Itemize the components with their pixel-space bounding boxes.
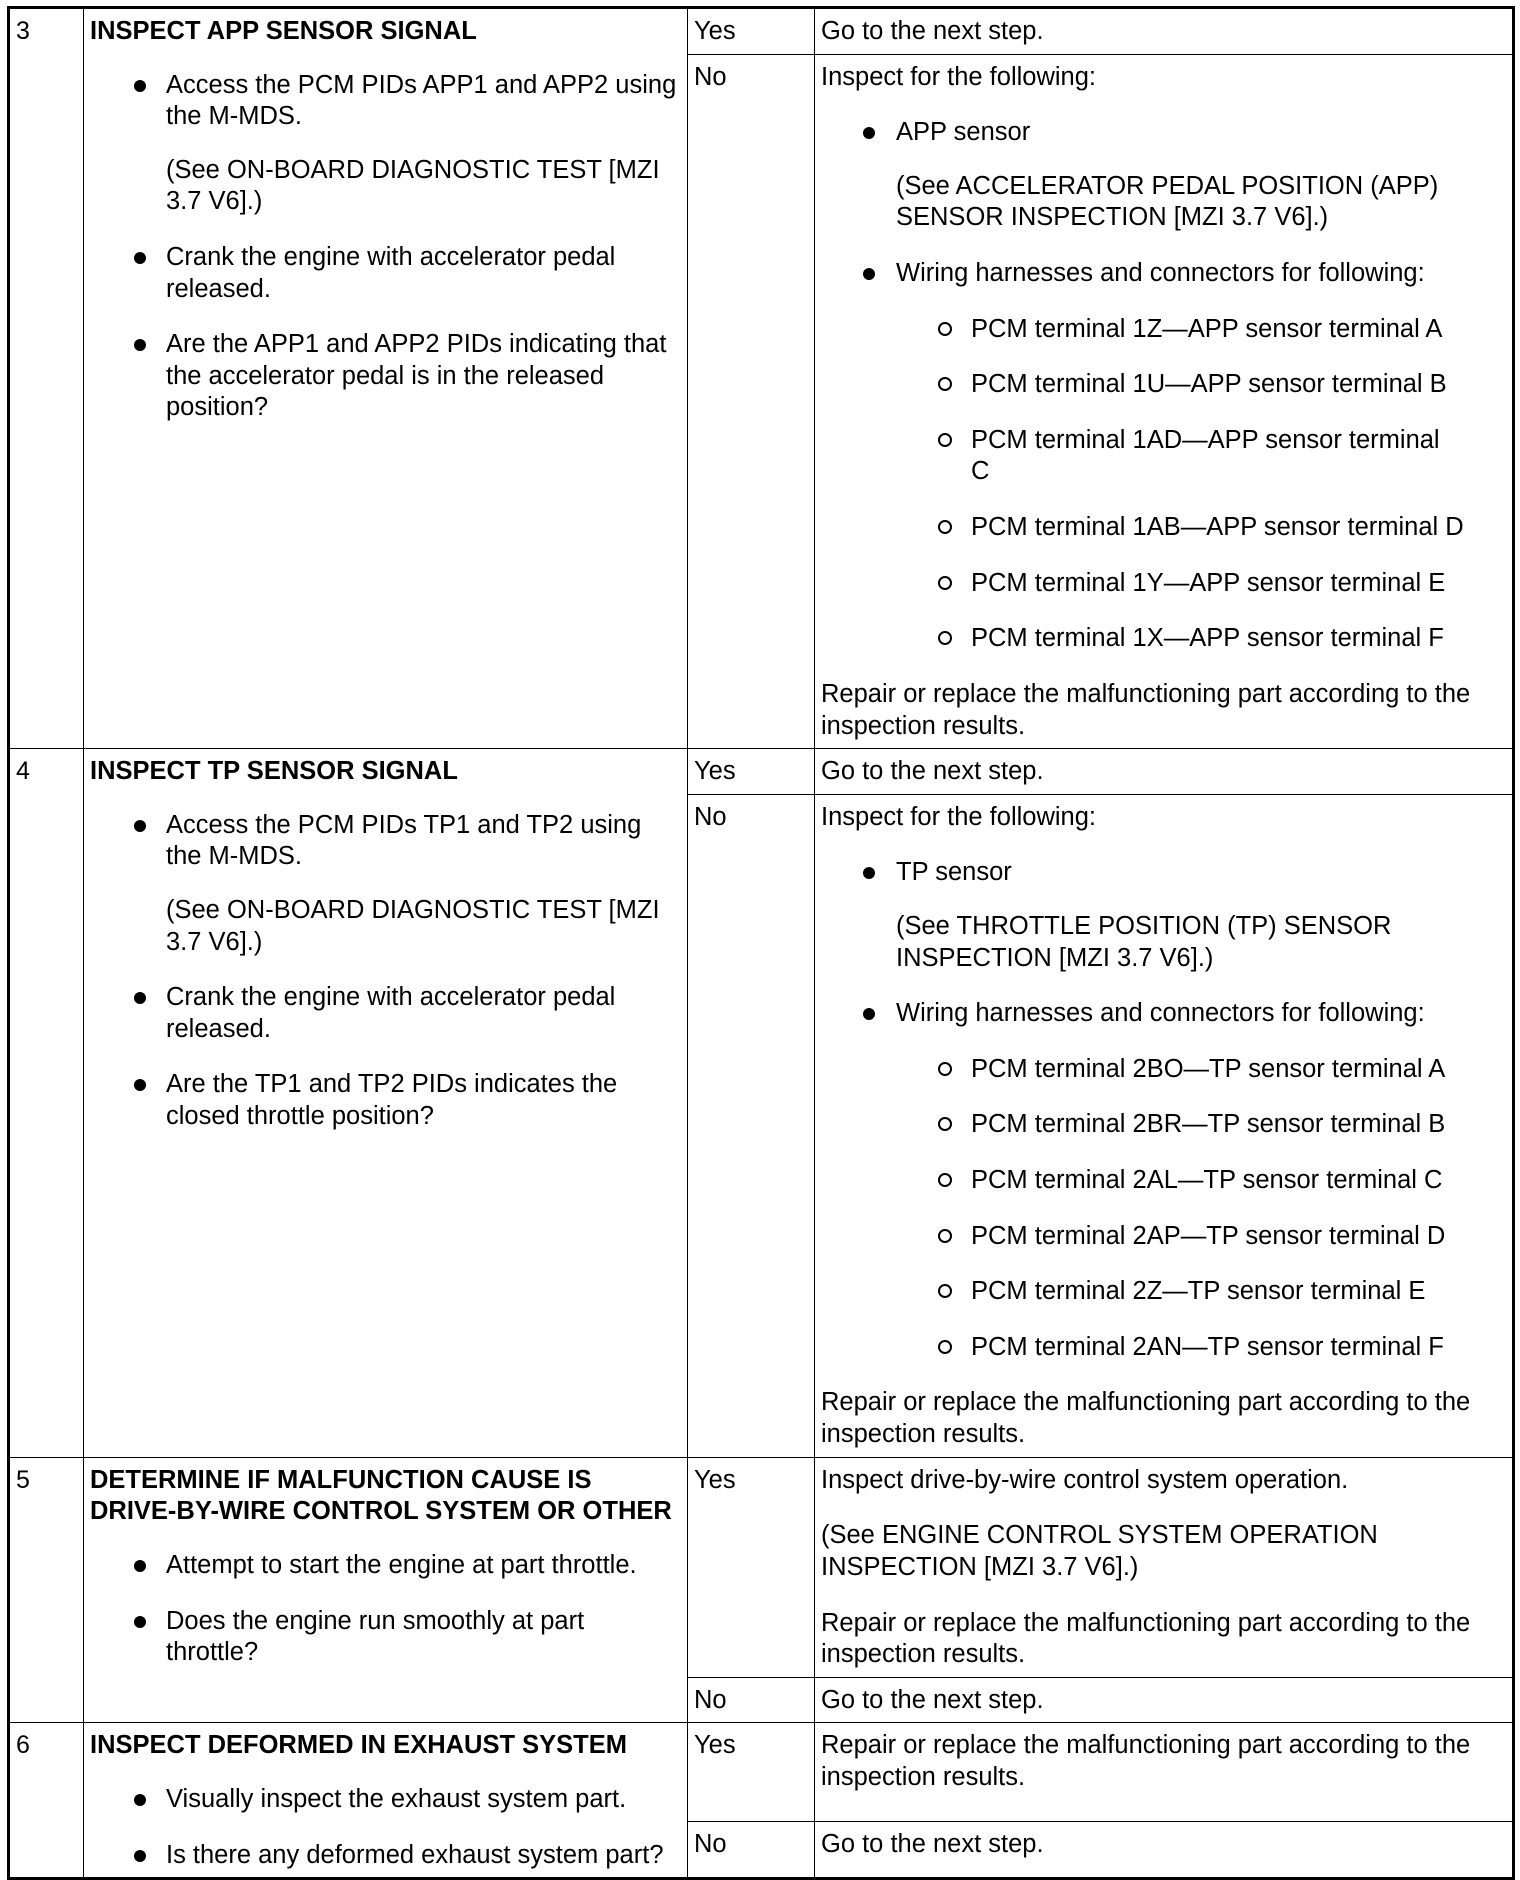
step-number: 3 [9, 8, 84, 749]
terminal-item: PCM terminal 1X—APP sensor terminal F [938, 623, 1506, 655]
inspection-list [821, 117, 1506, 655]
inspection-text: Wiring harnesses and connectors for following: [896, 259, 1425, 288]
action-list [90, 70, 681, 424]
action-text: Crank the engine with accelerator pedal released. [166, 983, 616, 1043]
inspection-item [863, 258, 1506, 655]
action-text: Crank the engine with accelerator pedal released. [166, 243, 616, 303]
action-item [134, 1606, 681, 1669]
step-action-cell [84, 1723, 688, 1879]
action-item [134, 810, 681, 958]
step-number: 4 [9, 749, 84, 1458]
step-title: INSPECT APP SENSOR SIGNAL [90, 17, 477, 45]
no-outro: Repair or replace the malfunctioning part according to the inspection results. [821, 1388, 1471, 1449]
terminal-item: PCM terminal 2AN—TP sensor terminal F [938, 1332, 1506, 1364]
action-item [134, 329, 681, 424]
step-6-yes-row [9, 1723, 1514, 1822]
action-list [90, 810, 681, 1133]
no-label: No [688, 1677, 815, 1723]
yes-label: Yes [688, 8, 815, 55]
yes-label: Yes [688, 1723, 815, 1822]
no-intro: Inspect for the following: [821, 62, 1096, 91]
yes-paragraph: Repair or replace the malfunctioning part according to the inspection results. [821, 1608, 1471, 1669]
action-item [134, 70, 681, 218]
inspection-text: Wiring harnesses and connectors for following: [896, 999, 1425, 1028]
action-text: Access the PCM PIDs APP1 and APP2 using the M-MDS. [166, 70, 677, 131]
inspection-note: (See ACCELERATOR PEDAL POSITION (APP) SENSOR INSPECTION [MZI 3.7 V6].) [896, 171, 1439, 232]
inspection-item [863, 857, 1506, 974]
action-text: Is there any deformed exhaust system part? [166, 1840, 664, 1869]
no-result: Go to the next step. [815, 1822, 1514, 1879]
action-text: Visually inspect the exhaust system part. [166, 1784, 627, 1813]
step-3-yes-row [9, 8, 1514, 55]
action-list [90, 1784, 681, 1871]
yes-result [815, 1457, 1514, 1677]
action-note: (See ON-BOARD DIAGNOSTIC TEST [MZI 3.7 V6].) [166, 155, 660, 216]
terminal-item: PCM terminal 2AL—TP sensor terminal C [938, 1165, 1506, 1197]
no-label: No [688, 54, 815, 749]
action-item [134, 1550, 681, 1582]
diagnostic-procedure-table [7, 6, 1515, 1880]
terminal-list [896, 1054, 1506, 1364]
step-title: INSPECT DEFORMED IN EXHAUST SYSTEM [90, 1731, 627, 1760]
yes-label: Yes [688, 1457, 815, 1677]
terminal-item: PCM terminal 1Z—APP sensor terminal A [938, 314, 1506, 346]
action-text: Attempt to start the engine at part throttle. [166, 1550, 637, 1579]
terminal-item: PCM terminal 2AP—TP sensor terminal D [938, 1221, 1506, 1253]
action-item [134, 1840, 681, 1872]
action-item [134, 1069, 681, 1132]
action-text: Are the TP1 and TP2 PIDs indicates the closed throttle position? [166, 1070, 618, 1131]
terminal-list [896, 314, 1506, 655]
no-intro: Inspect for the following: [821, 802, 1096, 831]
no-label: No [688, 794, 815, 1457]
no-outro: Repair or replace the malfunctioning part according to the inspection results. [821, 679, 1471, 740]
inspection-text: TP sensor [896, 858, 1012, 887]
step-number: 5 [9, 1457, 84, 1723]
yes-label: Yes [688, 749, 815, 795]
step-number: 6 [9, 1723, 84, 1879]
step-title: DETERMINE IF MALFUNCTION CAUSE IS DRIVE-BY-WIRE CONTROL SYSTEM OR OTHER [90, 1465, 672, 1526]
step-5-yes-row [9, 1457, 1514, 1677]
action-list [90, 1550, 681, 1669]
action-note: (See ON-BOARD DIAGNOSTIC TEST [MZI 3.7 V6].) [166, 895, 660, 956]
yes-paragraph: (See ENGINE CONTROL SYSTEM OPERATION INSPECTION [MZI 3.7 V6].) [821, 1521, 1378, 1581]
inspection-note: (See THROTTLE POSITION (TP) SENSOR INSPECTION [MZI 3.7 V6].) [896, 911, 1392, 972]
action-item [134, 242, 681, 305]
no-result [815, 54, 1514, 749]
step-action-cell [84, 749, 688, 1458]
no-label: No [688, 1822, 815, 1879]
terminal-item: PCM terminal 1AB—APP sensor terminal D [938, 512, 1506, 544]
terminal-item: PCM terminal 1U—APP sensor terminal B [938, 369, 1506, 401]
step-4-yes-row [9, 749, 1514, 795]
inspection-item [863, 117, 1506, 234]
yes-result: Repair or replace the malfunctioning part according to the inspection results. [815, 1723, 1514, 1822]
terminal-item: PCM terminal 2Z—TP sensor terminal E [938, 1276, 1506, 1308]
no-result: Go to the next step. [815, 1677, 1514, 1723]
action-text: Access the PCM PIDs TP1 and TP2 using the M-MDS. [166, 810, 642, 871]
inspection-text: APP sensor [896, 118, 1031, 147]
action-item [134, 982, 681, 1045]
no-result [815, 794, 1514, 1457]
terminal-item: PCM terminal 1Y—APP sensor terminal E [938, 568, 1506, 600]
terminal-item: PCM terminal 1AD—APP sensor terminal C [938, 425, 1506, 488]
action-text: Are the APP1 and APP2 PIDs indicating that the accelerator pedal is in the released position? [166, 330, 667, 422]
action-text: Does the engine run smoothly at part throttle? [166, 1606, 585, 1667]
terminal-item: PCM terminal 2BO—TP sensor terminal A [938, 1054, 1506, 1086]
yes-paragraph: Inspect drive-by-wire control system operation. [821, 1465, 1349, 1494]
inspection-item [863, 998, 1506, 1363]
action-item [134, 1784, 681, 1816]
step-action-cell [84, 8, 688, 749]
step-title: INSPECT TP SENSOR SIGNAL [90, 757, 458, 786]
yes-result: Go to the next step. [815, 749, 1514, 795]
yes-result: Go to the next step. [815, 8, 1514, 55]
inspection-list [821, 857, 1506, 1363]
terminal-item: PCM terminal 2BR—TP sensor terminal B [938, 1109, 1506, 1141]
step-action-cell [84, 1457, 688, 1723]
